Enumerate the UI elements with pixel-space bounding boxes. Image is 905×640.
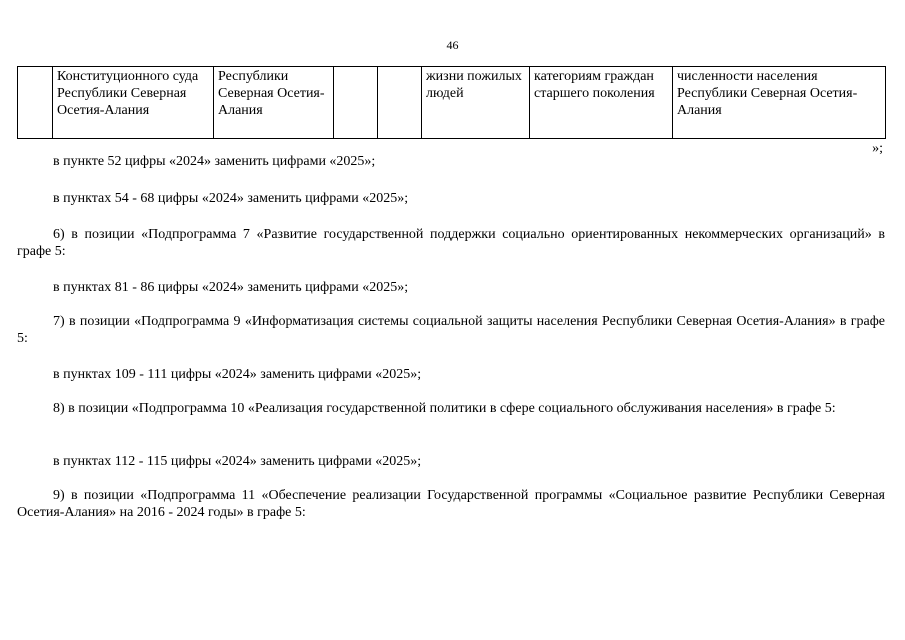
- table-cell: категориям граждан старшего поколения: [530, 67, 673, 139]
- table-cell: [334, 67, 378, 139]
- continuation-table: [17, 66, 886, 139]
- paragraph: 7) в позиции «Подпрограмма 9 «Информатизация системы социальной защиты населения Республики Северная Осетия-Алания» в графе 5:: [17, 314, 885, 346]
- paragraph: в пунктах 112 - 115 цифры «2024» заменить цифрами «2025»;: [53, 454, 422, 469]
- paragraph: 9) в позиции «Подпрограмма 11 «Обеспечение реализации Государственной программы «Социальное развитие Республики Северная Осетия-Алания» на 2016 - 2024 годы» в графе 5:: [17, 488, 885, 520]
- table-cell: Республики Северная Осетия-Алания: [214, 67, 334, 139]
- table-cell: численности населения Республики Северная Осетия-Алания: [673, 67, 886, 139]
- table-cell: [18, 67, 53, 139]
- page-number: 46: [446, 38, 459, 52]
- closing-quote: »;: [872, 141, 883, 156]
- table-cell: [378, 67, 422, 139]
- paragraph: 8) в позиции «Подпрограмма 10 «Реализация государственной политики в сфере социального обслуживания населения» в графе 5:: [53, 401, 836, 416]
- paragraph: в пунктах 81 - 86 цифры «2024» заменить цифрами «2025»;: [53, 280, 409, 295]
- table-cell: Конституционного суда Республики Северная Осетия-Алания: [53, 67, 214, 139]
- paragraph: в пунктах 54 - 68 цифры «2024» заменить цифрами «2025»;: [53, 191, 409, 206]
- table-cell: жизни пожилых людей: [422, 67, 530, 139]
- paragraph: 6) в позиции «Подпрограмма 7 «Развитие государственной поддержки социально ориентированных некоммерческих организаций» в графе 5:: [17, 227, 885, 259]
- table-row: [18, 67, 886, 139]
- paragraph: в пункте 52 цифры «2024» заменить цифрами «2025»;: [53, 154, 376, 169]
- paragraph: в пунктах 109 - 111 цифры «2024» заменить цифрами «2025»;: [53, 367, 422, 382]
